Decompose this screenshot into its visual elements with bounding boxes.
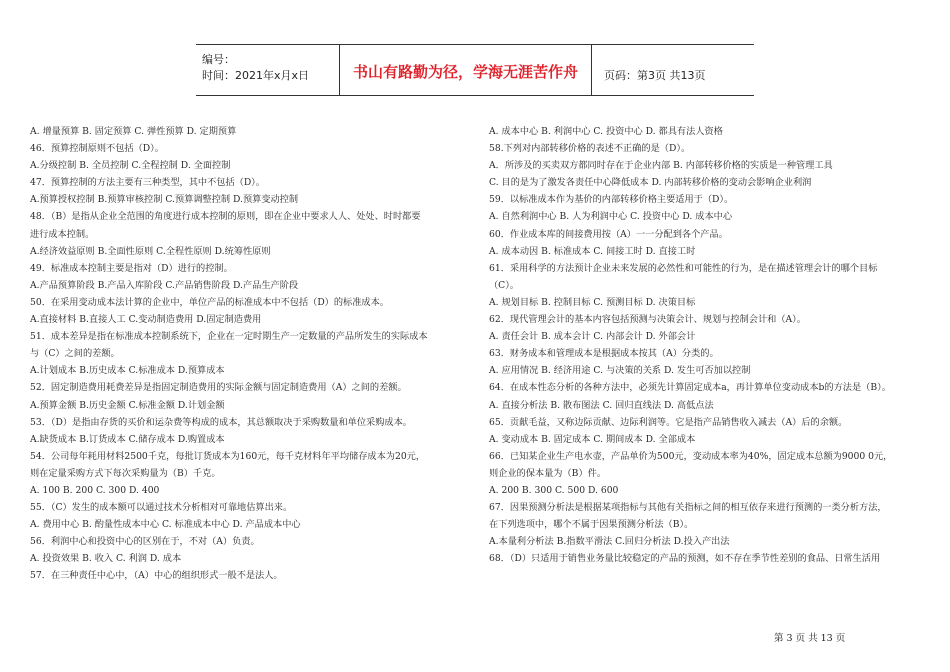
right-question-column [489,123,929,567]
text-line: 49．标准成本控制主要是指对（D）进行的控制。 [30,262,233,274]
text-line: A.直接材料 B.直接人工 C.变动制造费用 D.固定制造费用 [30,314,262,326]
text-line: A. 成本动因 B. 标准成本 C. 间接工时 D. 直接工时 [489,245,696,257]
text-line: A. 增量预算 B. 固定预算 C. 弹性预算 D. 定期预算 [30,126,237,137]
text-line: A. 成本中心 B. 利润中心 C. 投资中心 D. 都具有法人资格 [489,126,723,137]
text-line: 65．贡献毛益，又称边际贡献、边际利润等。它是指产品销售收入减去（A）后的余额。 [489,416,848,428]
text-line: 54．公司每年耗用材料2500千克，每批订货成本为160元，每千克材料年平均储存成本为20元， [30,450,426,462]
text-line: 67．因果预测分析法是根据某项指标与其他有关指标之间的相互依存来进行预测的一类分析方法， [489,502,887,514]
text-line: 63．财务成本和管理成本是根据成本按其（A）分类的。 [489,348,719,360]
text-line: A. 自然利润中心 B. 人为利润中心 C. 投资中心 D. 成本中心 [489,211,733,223]
serial-number-label: 编号： [202,53,235,66]
text-line: C. 目的是为了激发各责任中心降低成本 D. 内部转移价格的变动会影响企业利润 [489,177,812,189]
text-line: A. 直接分析法 B. 散布图法 C. 回归直线法 D. 高低点法 [489,399,714,411]
text-line: 59．以标准成本作为基价的内部转移价格主要适用于（D）。 [489,194,734,206]
header-meta-cell [196,45,340,95]
page-header [196,44,754,96]
text-line: 62．现代管理会计的基本内容包括预测与决策会计、规划与控制会计和（A）。 [489,314,806,326]
page-number-label: 页码：第3页 共13页 [604,69,706,82]
text-line: A.本量利分析法 B.指数平滑法 C.回归分析法 D.投入产出法 [489,536,730,548]
text-line: 则在定量采购方式下每次采购量为（B）千克。 [30,467,221,479]
text-line: 55．（C）发生的成本额可以通过技术分析相对可靠地估算出来。 [30,502,293,514]
text-line: 61．采用科学的方法预计企业未来发展的必然性和可能性的行为，是在描述管理会计的哪个目标 [489,262,878,274]
left-question-column [30,123,466,585]
text-line: 56．利润中心和投资中心的区别在于，不对（A）负责。 [30,536,260,548]
text-line: 进行成本控制。 [30,228,95,240]
text-line: 与（C）之间的差额。 [30,348,120,360]
text-line: A.产品预算阶段 B.产品入库阶段 C.产品销售阶段 D.产品生产阶段 [30,279,299,291]
text-line: 60．作业成本库的间接费用按（A）一一分配到各个产品。 [489,228,728,240]
text-line: 则企业的保本量为（B）件。 [489,467,607,479]
header-motto-cell [340,45,592,95]
text-line: 51．成本差异是指在标准成本控制系统下，企业在一定时期生产一定数量的产品所发生的实际成本 [30,331,428,343]
text-line: A. 投资效果 B. 收入 C. 利润 D. 成本 [30,553,182,565]
text-line: 48．（B）是指从企业全范围的角度进行成本控制的原则，即在企业中要求人人、处处、时时都要 [30,211,421,223]
text-line: A. 100 B. 200 C. 300 D. 400 [30,484,160,496]
text-line: A. 变动成本 B. 固定成本 C. 期间成本 D. 全部成本 [489,433,696,445]
text-line: 50．在采用变动成本法计算的企业中，单位产品的标准成本中不包括（D）的标准成本。 [30,296,389,308]
text-line: 66．已知某企业生产电水壶，产品单价为500元，变动成本率为40%，固定成本总额为9000 0元， [489,450,893,462]
text-line: 53．（D）是指由存货的买价和运杂费等构成的成本，其总额取决于采购数量和单位采购成本。 [30,416,412,428]
text-line: A.计划成本 B.历史成本 C.标准成本 D.预算成本 [30,365,225,377]
text-line: 在下列选项中，哪个不属于因果预测分析法（B）。 [489,519,694,531]
text-line: A. 规划目标 B. 控制目标 C. 预测目标 D. 决策目标 [489,296,696,308]
text-line: A.缺货成本 B.订货成本 C.储存成本 D.购置成本 [30,433,225,445]
text-line: A.预算授权控制 B.预算审核控制 C.预算调整控制 D.预算变动控制 [30,194,299,206]
text-line: 46．预算控制原则不包括（D）。 [30,143,164,155]
text-line: A. 200 B. 300 C. 500 D. 600 [489,484,619,496]
text-line: 64．在成本性态分析的各种方法中，必须先计算固定成本a，再计算单位变动成本b的方法是（B）。 [489,382,891,394]
page-footer: 第 3 页 共 13 页 [774,633,846,644]
text-line: 47．预算控制的方法主要有三种类型，其中不包括（D）。 [30,177,265,189]
text-line: A. 责任会计 B. 成本会计 C. 内部会计 D. 外部会计 [489,331,696,343]
text-line: 68．（D）只适用于销售业务量比较稳定的产品的预测，如不存在季节性差别的食品、日常生活用 [489,553,881,565]
motto-text: 书山有路勤为径，学海无涯苦作舟 [352,63,578,81]
text-line: A.分级控制 B. 全员控制 C.全程控制 D. 全面控制 [30,160,231,172]
text-line: A．所涉及的买卖双方都同时存在于企业内部 B. 内部转移价格的实质是一种管理工具 [489,160,833,172]
text-line: 57．在三种责任中心中，（A）中心的组织形式一般不是法人。 [30,570,283,582]
text-line: （C）。 [489,279,519,291]
text-line: A. 应用情况 B. 经济用途 C. 与决策的关系 D. 发生可否加以控制 [489,365,751,377]
text-line: 52．固定制造费用耗费差异是指固定制造费用的实际金额与固定制造费用（A）之间的差额。 [30,382,407,394]
header-page-cell [592,45,754,95]
text-line: A.预算金额 B.历史金额 C.标准金额 D.计划金额 [30,399,225,411]
text-line: A. 费用中心 B. 酌量性成本中心 C. 标准成本中心 D. 产品成本中心 [30,519,301,531]
text-line: A.经济效益原则 B.全面性原则 C.全程性原则 D.统筹性原则 [30,245,271,257]
text-line: 58.下列对内部转移价格的表述不正确的是（D）。 [489,143,691,155]
date-label: 时间：2021年x月x日 [202,69,310,82]
